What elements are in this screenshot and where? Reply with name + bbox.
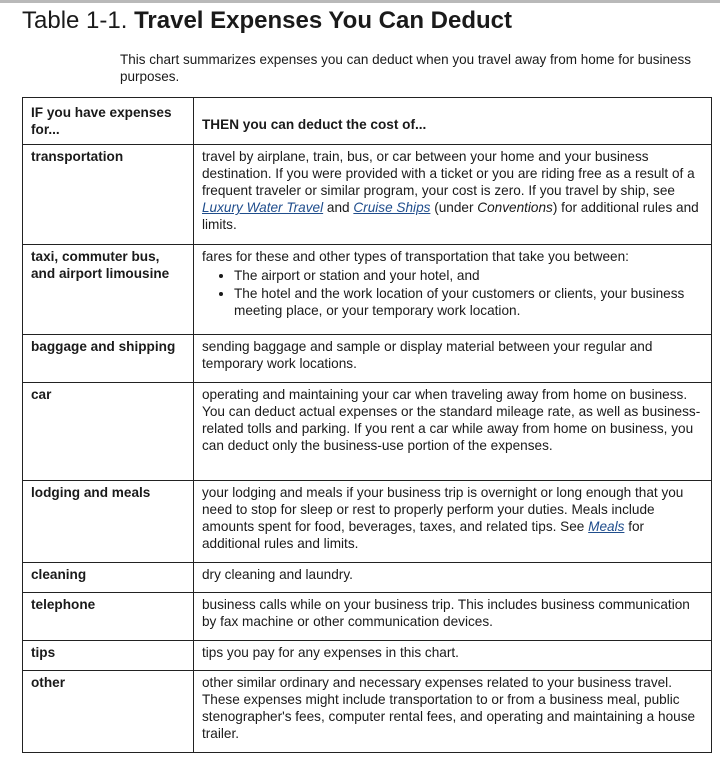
table-row (23, 671, 712, 753)
table-row (23, 593, 712, 641)
row-label-car: car (23, 383, 194, 481)
row-desc-transportation (194, 145, 712, 245)
row-label-taxi: taxi, commuter bus, and airport limousine (23, 245, 194, 335)
table-row (23, 481, 712, 563)
header-row (23, 98, 712, 145)
row-label-transportation: transportation (23, 145, 194, 245)
link-luxury-water-travel[interactable]: Luxury Water Travel (202, 200, 324, 215)
row-desc-cleaning: dry cleaning and laundry. (194, 563, 712, 593)
desc-text: fares for these and other types of transportation that take you between: (202, 249, 629, 264)
row-desc-taxi (194, 245, 712, 335)
table-number: Table 1-1. (22, 7, 128, 34)
table-title-text: Travel Expenses You Can Deduct (134, 7, 512, 34)
bullet-item: • The hotel and the work location of your customers or clients, your business meeting place, or your temporary work location. (234, 285, 703, 319)
link-meals[interactable]: Meals (588, 519, 625, 534)
expenses-table (22, 97, 712, 753)
emphasis-conventions: Conventions (477, 200, 553, 215)
table-row (23, 335, 712, 383)
table-row (23, 563, 712, 593)
table-title (22, 6, 512, 36)
desc-text: (under (430, 200, 478, 215)
bullet-list (202, 267, 703, 319)
intro-text: This chart summarizes expenses you can deduct when you travel away from home for business purposes. (120, 52, 692, 84)
row-label-other: other (23, 671, 194, 753)
table-row (23, 145, 712, 245)
row-desc-car: operating and maintaining your car when traveling away from home on business. You can deduct actual expenses or the standard mileage rate, as well as business-related tolls and parking. If you rent a car while away from home on business, you can deduct only the business-use portion of the expenses. (194, 383, 712, 481)
table-row (23, 245, 712, 335)
link-cruise-ships[interactable]: Cruise Ships (353, 200, 431, 215)
row-label-cleaning: cleaning (23, 563, 194, 593)
header-left: IF you have expenses for... (23, 98, 194, 145)
desc-text: and (323, 200, 354, 215)
row-desc-other: other similar ordinary and necessary expenses related to your business travel. These expenses might include transportation to or from a business meal, public stenographer's fees, computer rental fees, and operating and maintaining a house trailer. (194, 671, 712, 753)
row-desc-telephone: business calls while on your business trip. This includes business communication by fax machine or other communication devices. (194, 593, 712, 641)
row-desc-lodging (194, 481, 712, 563)
row-desc-baggage: sending baggage and sample or display material between your regular and temporary work locations. (194, 335, 712, 383)
table-row (23, 383, 712, 481)
row-label-tips: tips (23, 641, 194, 671)
top-rule (0, 0, 720, 3)
row-desc-tips: tips you pay for any expenses in this chart. (194, 641, 712, 671)
desc-text: travel by airplane, train, bus, or car between your home and your business destination. If you were provided with a ticket or you are riding free as a result of a frequent traveler or similar program, your cost is zero. If you travel by ship, see (202, 149, 695, 198)
desc-text: ) for additional rules and limits. (202, 200, 699, 232)
desc-text: for additional rules and limits. (202, 519, 645, 551)
desc-text: your lodging and meals if your business trip is overnight or long enough that you need to stop for sleep or rest to properly perform your duties. Meals include amounts spent for food, beverages, taxes, and related tips. See (202, 485, 684, 534)
header-right: THEN you can deduct the cost of... (194, 98, 712, 145)
row-label-telephone: telephone (23, 593, 194, 641)
row-label-baggage: baggage and shipping (23, 335, 194, 383)
table-row (23, 641, 712, 671)
bullet-item: • The airport or station and your hotel, and (234, 267, 703, 284)
row-label-lodging: lodging and meals (23, 481, 194, 563)
